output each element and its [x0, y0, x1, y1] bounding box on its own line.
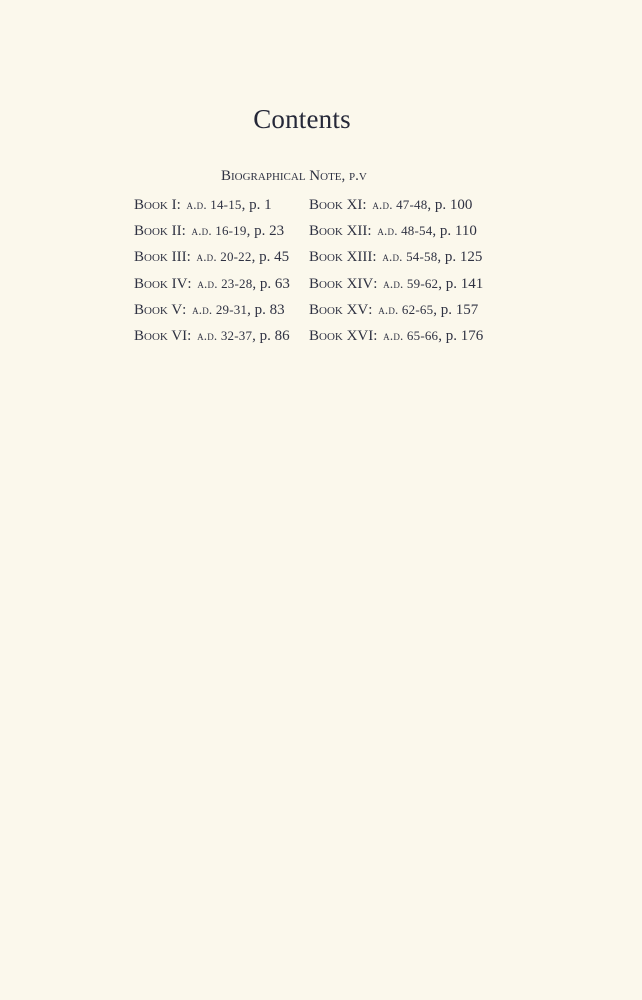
book-period: a.d. 62-65 — [378, 301, 434, 317]
book-label: Book XVI — [309, 328, 374, 345]
book-period: a.d. 20-22 — [196, 249, 252, 265]
book-label: Book XI — [309, 197, 363, 213]
separator: : — [368, 301, 373, 318]
book-period: a.d. 14-15 — [186, 197, 242, 212]
contents-row: Book V: a.d. 29-31, p. 83 — [134, 301, 285, 318]
book-label: Book XV — [309, 301, 369, 318]
book-page: p. 157 — [440, 301, 479, 318]
book-period: a.d. 16-19 — [191, 223, 247, 239]
separator: : — [181, 223, 186, 240]
contents-row: Book XV: a.d. 62-65, p. 157 — [309, 301, 479, 318]
biographical-note: Biographical Note, p.v — [221, 168, 367, 184]
book-period: a.d. 48-54 — [377, 223, 433, 239]
book-label: Book I — [134, 197, 177, 213]
separator: : — [373, 275, 378, 292]
contents-row: Book II: a.d. 16-19, p. 23 — [134, 223, 285, 240]
book-page: p. 1 — [249, 197, 272, 213]
page-title: Contents — [253, 104, 351, 134]
contents-row: Book VI: a.d. 32-37, p. 86 — [134, 328, 290, 345]
book-page: p. 176 — [445, 328, 484, 345]
book-period: a.d. 54-58 — [382, 249, 438, 265]
book-period: a.d. 65-66 — [383, 328, 439, 344]
contents-row: Book XII: a.d. 48-54, p. 110 — [309, 223, 477, 240]
book-period: a.d. 59-62 — [383, 275, 439, 291]
book-label: Book XII — [309, 223, 368, 240]
book-label: Book XIII — [309, 249, 373, 266]
book-page: p. 23 — [254, 223, 285, 240]
separator: : — [176, 197, 181, 213]
book-period: a.d. 32-37 — [197, 328, 253, 344]
separator: : — [372, 249, 377, 266]
book-label: Book XIV — [309, 275, 374, 292]
book-label: Book V — [134, 301, 183, 318]
book-period: a.d. 23-28 — [197, 275, 253, 291]
separator: : — [186, 249, 191, 266]
contents-row: Book IV: a.d. 23-28, p. 63 — [134, 275, 290, 292]
book-label: Book III — [134, 249, 187, 266]
separator: : — [187, 275, 192, 292]
book-period: a.d. 29-31 — [192, 301, 248, 317]
contents-row: Book XVI: a.d. 65-66, p. 176 — [309, 328, 484, 345]
book-label: Book IV — [134, 275, 188, 292]
contents-row: Book XIV: a.d. 59-62, p. 141 — [309, 275, 484, 292]
book-page: p. 45 — [259, 249, 290, 266]
separator: : — [187, 328, 192, 345]
book-page: p. 63 — [259, 275, 290, 292]
separator: : — [362, 197, 367, 213]
contents-row: Book XI: a.d. 47-48, p. 100 — [309, 197, 473, 213]
book-label: Book II — [134, 223, 182, 240]
book-period: a.d. 47-48 — [372, 197, 428, 212]
contents-row: Book XIII: a.d. 54-58, p. 125 — [309, 249, 483, 266]
contents-left-column — [134, 192, 319, 349]
contents-row: Book III: a.d. 20-22, p. 45 — [134, 249, 290, 266]
book-page: p. 110 — [439, 223, 477, 240]
book-label: Book VI — [134, 328, 188, 345]
book-page: p. 83 — [254, 301, 285, 318]
book-page: p. 86 — [259, 328, 290, 345]
book-page: p. 100 — [434, 197, 473, 213]
book-page: p. 125 — [444, 249, 483, 266]
separator: : — [373, 328, 378, 345]
contents-right-column — [309, 192, 519, 349]
contents-row: Book I: a.d. 14-15, p. 1 — [134, 197, 272, 213]
separator: : — [367, 223, 372, 240]
book-page: p. 141 — [445, 275, 484, 292]
separator: : — [182, 301, 187, 318]
